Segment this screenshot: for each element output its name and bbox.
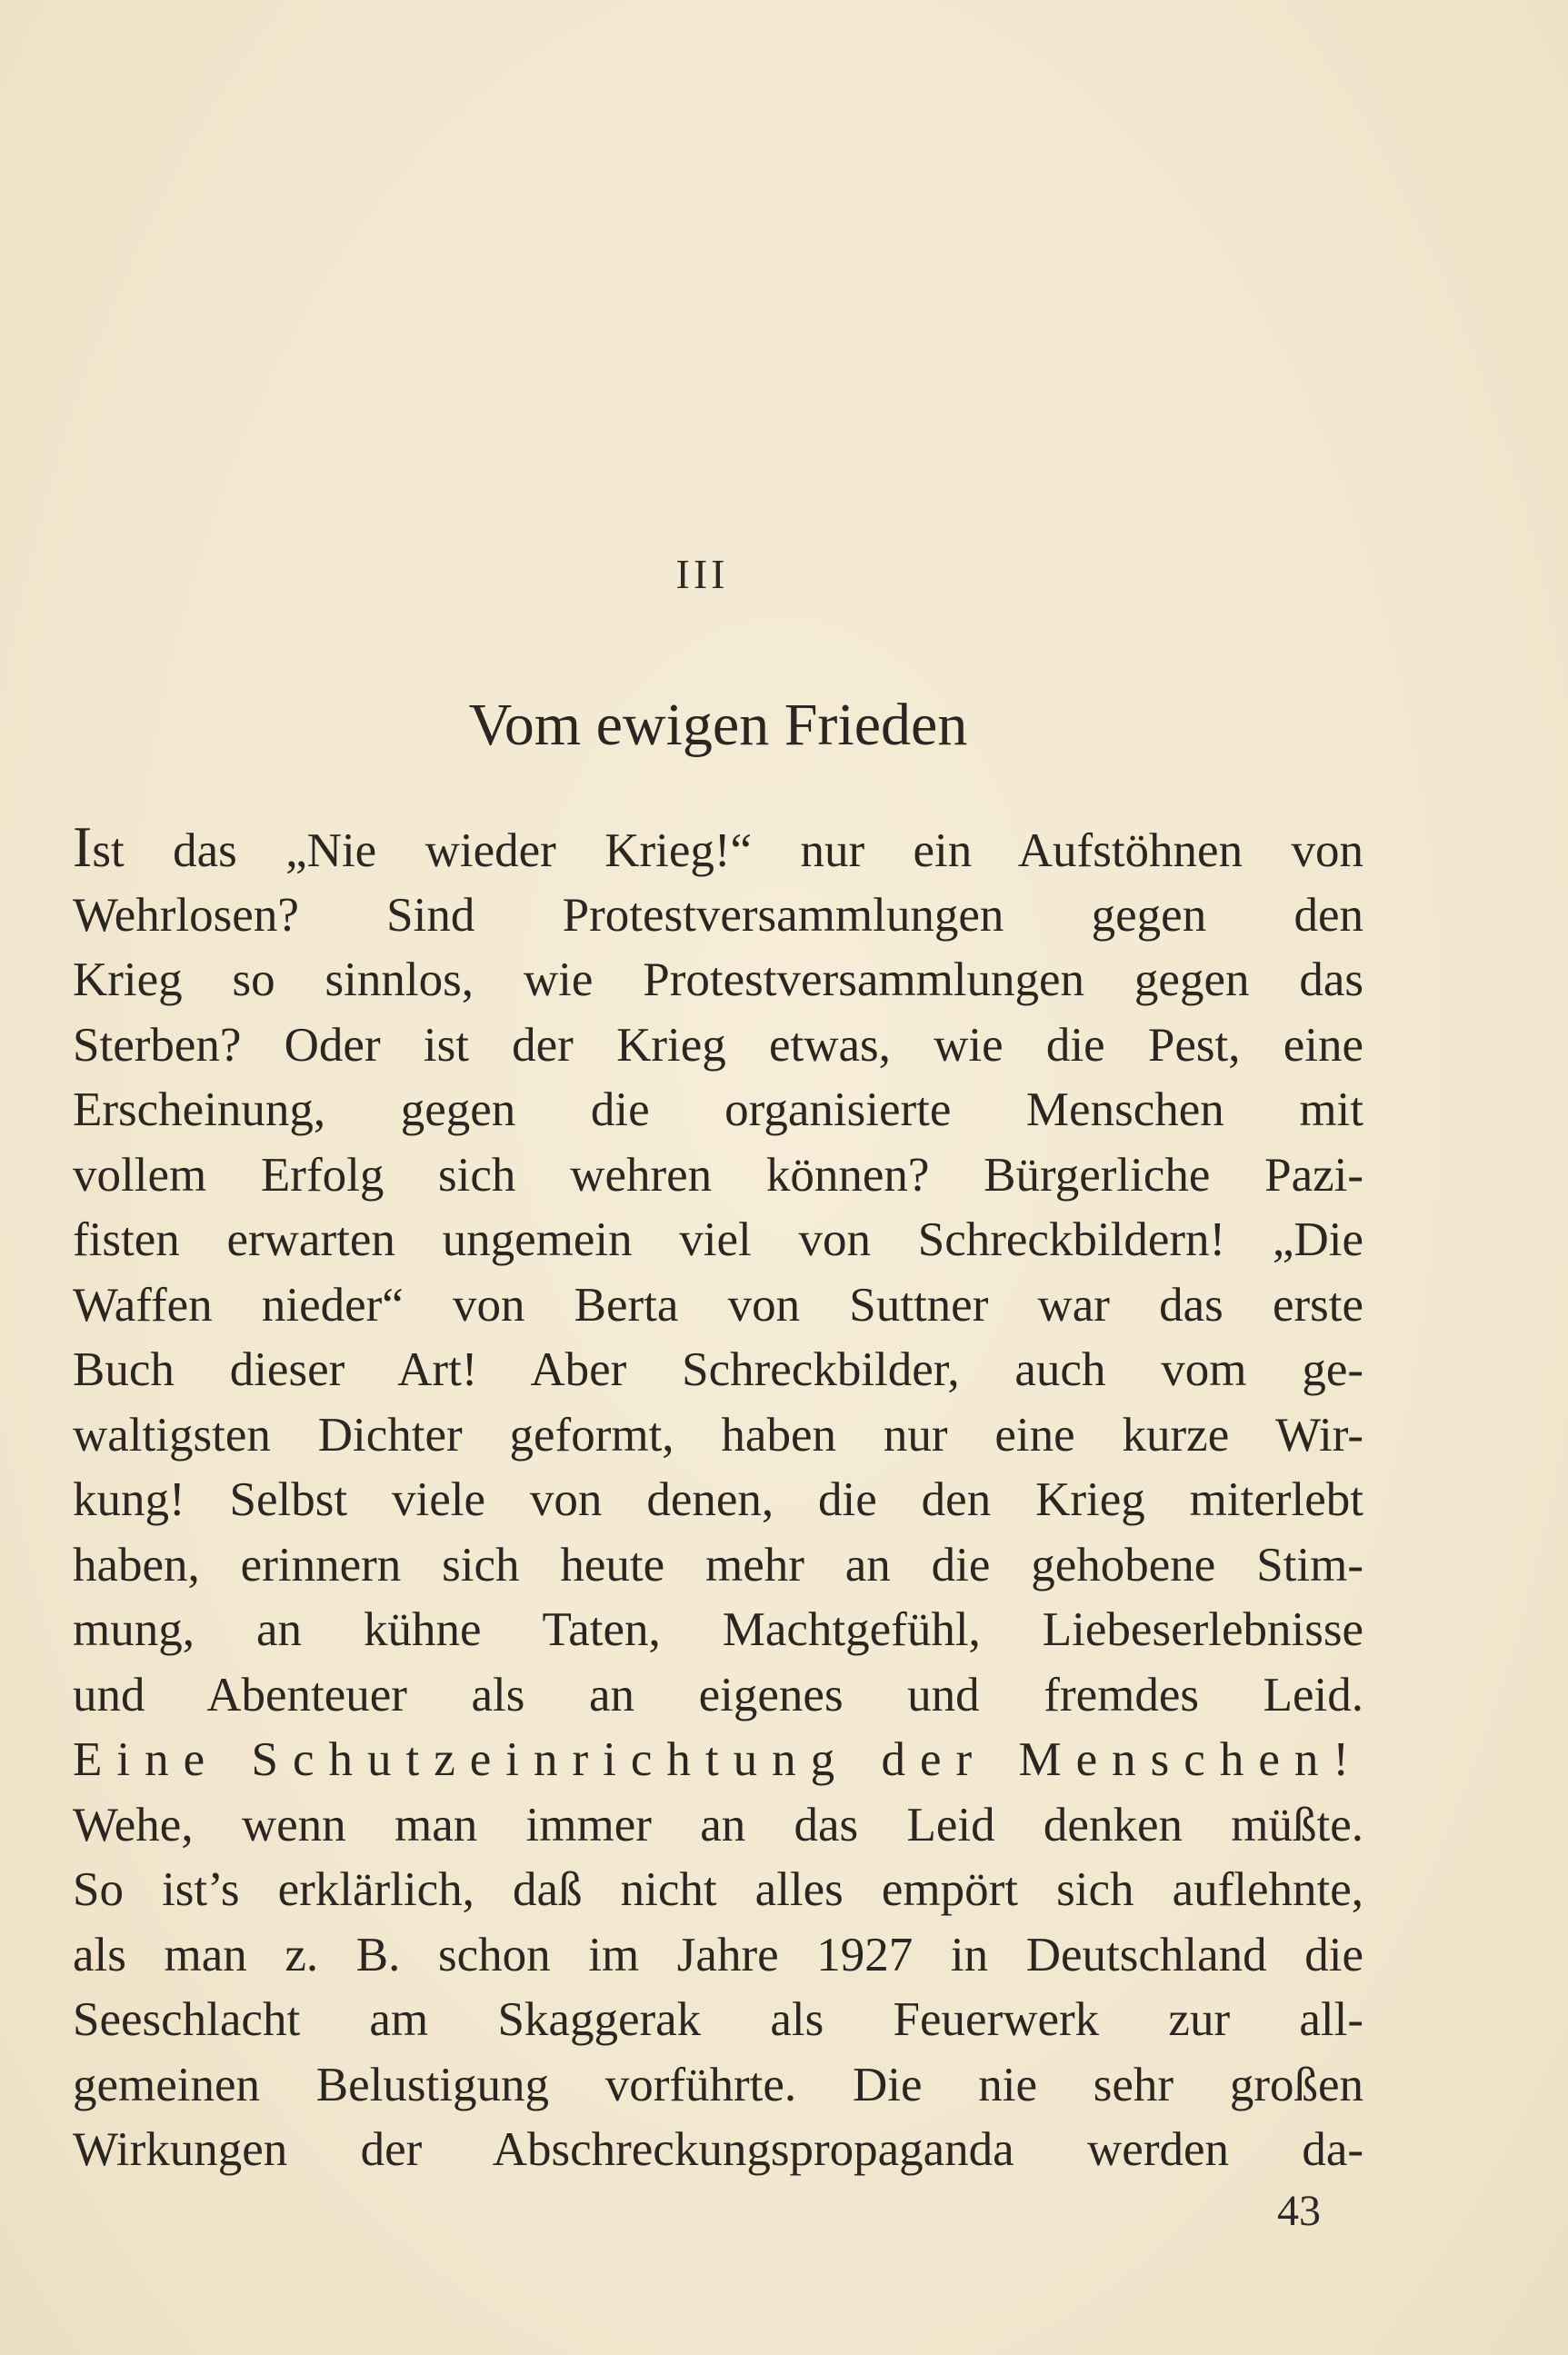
text-line-5: Erscheinung, gegen die organisierte Menschen mit — [73, 1083, 1363, 1136]
text-line-19: Seeschlacht am Skaggerak als Feuerwerk zur all- — [73, 1993, 1363, 2046]
text-line-6: vollem Erfolg sich wehren können? Bürgerliche Pazi- — [73, 1148, 1363, 1202]
text-line-13: mung, an kühne Taten, Machtgefühl, Liebeserlebnisse — [73, 1603, 1363, 1656]
text-line-7: fisten erwarten ungemein viel von Schreckbildern! „Die — [73, 1213, 1363, 1266]
text-line-4: Sterben? Oder ist der Krieg etwas, wie die Pest, eine — [73, 1018, 1363, 1072]
text-line-11: kung! Selbst viele von denen, die den Krieg miterlebt — [73, 1473, 1363, 1526]
text-line-8: Waffen nieder“ von Berta von Suttner war das erste — [73, 1278, 1363, 1332]
text-line-3: Krieg so sinnlos, wie Protestversammlungen gegen das — [73, 953, 1363, 1006]
text-line-9: Buch dieser Art! Aber Schreckbilder, auch vom ge- — [73, 1343, 1363, 1396]
text-line-20: gemeinen Belustigung vorführte. Die nie sehr großen — [73, 2058, 1363, 2111]
text-line-16: Wehe, wenn man immer an das Leid denken müßte. — [73, 1798, 1363, 1851]
text-line-12: haben, erinnern sich heute mehr an die gehobene Stim- — [73, 1538, 1363, 1592]
text-line-18: als man z. B. schon im Jahre 1927 in Deutschland die — [73, 1928, 1363, 1981]
text-line-17: So ist’s erklärlich, daß nicht alles empört sich auflehnte, — [73, 1863, 1363, 1916]
text-line-1-rest: st das „Nie wieder Krieg!“ nur ein Aufstöhnen von — [92, 824, 1363, 877]
text-line-10: waltigsten Dichter geformt, haben nur eine kurze Wir- — [73, 1408, 1363, 1462]
text-line-14: und Abenteuer als an eigenes und fremdes Leid. — [73, 1668, 1363, 1721]
text-line-1 — [73, 818, 1363, 883]
chapter-number: III — [675, 551, 729, 597]
body-text — [73, 818, 1363, 2183]
page-number: 43 — [1277, 2187, 1321, 2235]
drop-cap: I — [73, 818, 93, 879]
text-line-2: Wehrlosen? Sind Protestversammlungen gegen den — [73, 888, 1363, 942]
chapter-title: Vom ewigen Frieden — [468, 692, 968, 758]
text-line-15-emphasis: Eine Schutzeinrichtung der Menschen! — [73, 1733, 1363, 1786]
text-line-21: Wirkungen der Abschreckungspropaganda werden da- — [73, 2123, 1363, 2176]
